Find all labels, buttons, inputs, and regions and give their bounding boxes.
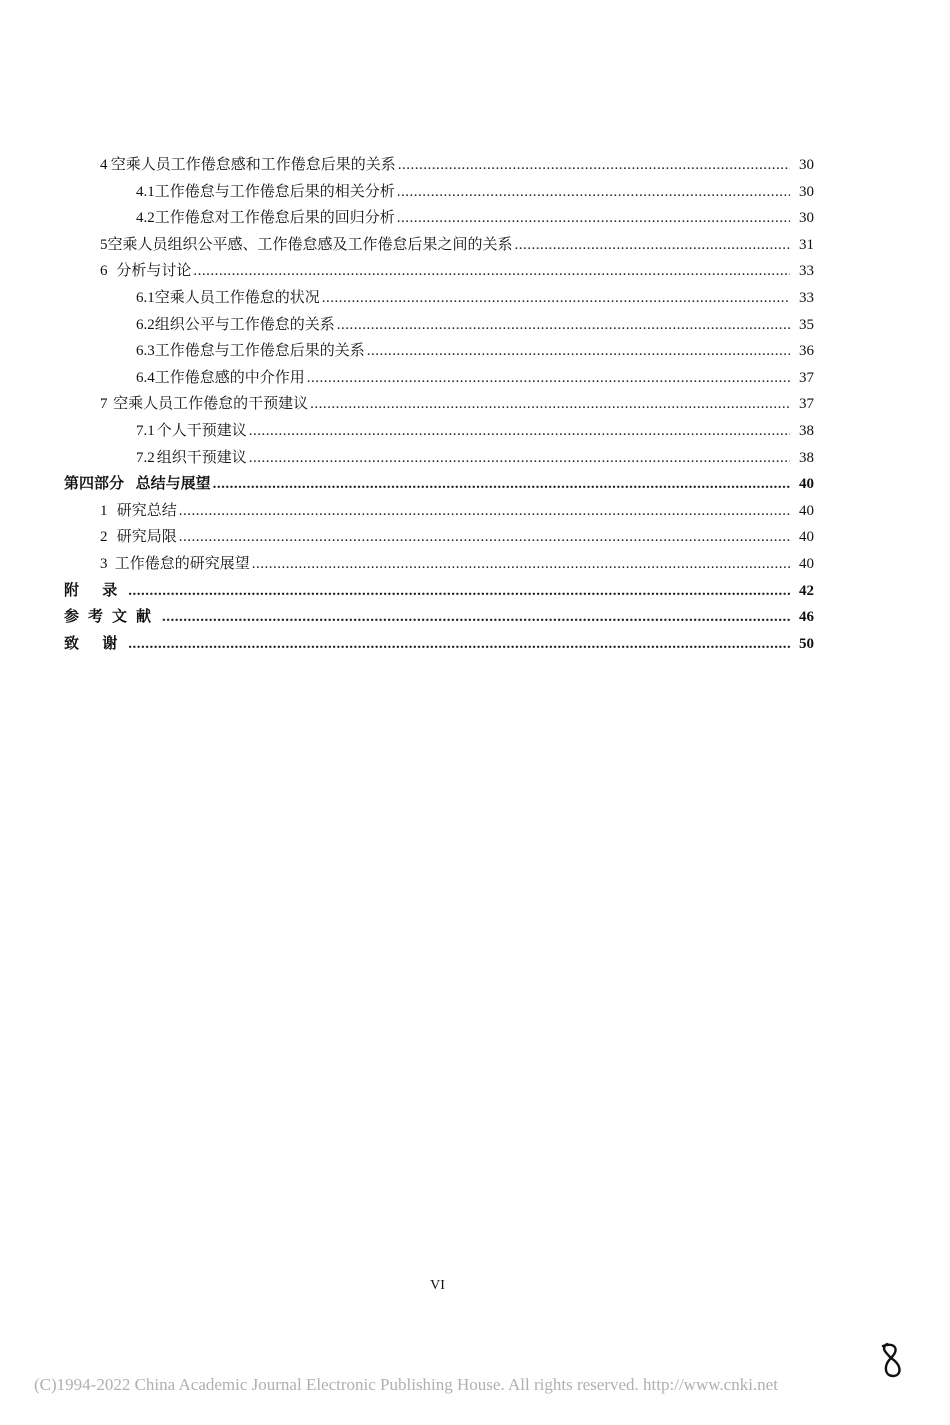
toc-page: 33 xyxy=(799,289,814,306)
toc-number: 1 xyxy=(100,502,108,519)
toc-number: 4 xyxy=(100,157,108,173)
toc-title: 工作倦怠与工作倦怠后果的关系 xyxy=(154,341,365,360)
toc-title: 空乘人员工作倦怠感和工作倦怠后果的关系 xyxy=(110,155,396,173)
toc-page: 30 xyxy=(799,183,814,200)
toc-page: 40 xyxy=(799,529,814,546)
toc-leader-dots xyxy=(397,179,790,206)
table-of-contents xyxy=(64,151,814,656)
handwritten-mark-icon xyxy=(877,1340,907,1380)
toc-leader-dots xyxy=(322,285,790,312)
toc-page: 31 xyxy=(799,236,814,253)
toc-title: 致 谢 xyxy=(64,633,127,652)
toc-leader-dots xyxy=(213,471,790,498)
toc-entry[interactable] xyxy=(64,497,814,524)
toc-page: 40 xyxy=(799,555,814,572)
toc-leader-dots xyxy=(337,312,790,339)
toc-title: 工作倦怠的研究展望 xyxy=(114,553,250,572)
toc-page: 35 xyxy=(799,316,814,333)
toc-title: 总结与展望 xyxy=(135,474,211,493)
toc-leader-dots xyxy=(398,152,790,179)
toc-entry[interactable] xyxy=(64,523,814,550)
toc-number: 7 xyxy=(100,396,108,413)
toc-leader-dots xyxy=(397,205,790,232)
toc-page: 36 xyxy=(799,343,814,360)
toc-title: 组织干预建议 xyxy=(156,447,247,466)
toc-leader-dots xyxy=(128,631,790,658)
toc-title: 研究总结 xyxy=(116,500,177,519)
toc-part-heading[interactable] xyxy=(64,470,814,497)
toc-entry[interactable] xyxy=(64,364,814,391)
toc-page: 40 xyxy=(799,476,814,493)
toc-leader-dots xyxy=(252,551,790,578)
toc-page: 46 xyxy=(799,609,814,626)
toc-page: 37 xyxy=(799,396,814,413)
copyright-footer: (C)1994-2022 China Academic Journal Electronic Publishing House. All rights reserved. http://www.cnki.net xyxy=(34,1375,778,1394)
toc-page: 30 xyxy=(799,210,814,227)
toc-title: 组织公平与工作倦怠的关系 xyxy=(154,314,335,333)
toc-number: 4.1 xyxy=(136,183,155,200)
toc-number: 7.2 xyxy=(136,449,155,466)
toc-title: 研究局限 xyxy=(116,527,177,546)
toc-entry[interactable] xyxy=(64,204,814,231)
toc-title: 工作倦怠对工作倦怠后果的回归分析 xyxy=(154,208,395,227)
toc-page: 38 xyxy=(799,449,814,466)
toc-entry[interactable] xyxy=(64,257,814,284)
toc-leader-dots xyxy=(162,604,790,631)
toc-number: 3 xyxy=(100,555,108,572)
toc-title: 个人干预建议 xyxy=(156,420,247,439)
toc-leader-dots xyxy=(128,578,790,605)
toc-entry[interactable] xyxy=(64,231,814,258)
toc-leader-dots xyxy=(515,232,790,259)
toc-entry[interactable] xyxy=(64,311,814,338)
toc-page: 50 xyxy=(799,635,814,652)
toc-page: 40 xyxy=(799,502,814,519)
toc-page: 37 xyxy=(799,369,814,386)
toc-number: 6 xyxy=(100,263,108,280)
toc-number: 7.1 xyxy=(136,422,155,439)
toc-leader-dots xyxy=(179,498,790,525)
toc-title: 工作倦怠与工作倦怠后果的相关分析 xyxy=(154,181,395,200)
toc-title: 工作倦怠感的中介作用 xyxy=(154,367,305,386)
toc-number: 6.4 xyxy=(136,369,155,386)
toc-part-label: 第四部分 xyxy=(64,476,125,493)
page-number: VI xyxy=(430,1278,445,1293)
toc-entry[interactable] xyxy=(64,178,814,205)
toc-entry[interactable] xyxy=(64,444,814,471)
toc-leader-dots xyxy=(249,445,790,472)
toc-references[interactable] xyxy=(64,603,814,630)
toc-appendix[interactable] xyxy=(64,577,814,604)
toc-leader-dots xyxy=(193,258,790,285)
toc-page: 42 xyxy=(799,582,814,599)
toc-acknowledgements[interactable] xyxy=(64,630,814,657)
toc-page: 30 xyxy=(799,157,814,173)
toc-entry[interactable] xyxy=(64,390,814,417)
toc-number: 2 xyxy=(100,529,108,546)
toc-leader-dots xyxy=(367,338,790,365)
toc-number: 6.1 xyxy=(136,289,155,306)
toc-number: 5 xyxy=(100,236,108,253)
toc-entry[interactable] xyxy=(64,284,814,311)
toc-title: 空乘人员组织公平感、工作倦怠感及工作倦怠后果之间的关系 xyxy=(107,234,513,253)
toc-title: 附 录 xyxy=(64,580,127,599)
toc-title: 空乘人员工作倦怠的干预建议 xyxy=(113,394,309,413)
toc-leader-dots xyxy=(179,524,790,551)
toc-leader-dots xyxy=(307,365,790,392)
toc-entry[interactable] xyxy=(64,417,814,444)
toc-number: 6.2 xyxy=(136,316,155,333)
toc-number: 6.3 xyxy=(136,343,155,360)
toc-title: 分析与讨论 xyxy=(116,261,192,280)
toc-leader-dots xyxy=(310,391,790,418)
toc-entry[interactable] xyxy=(64,337,814,364)
toc-title: 参考文献 xyxy=(64,607,161,626)
toc-leader-dots xyxy=(249,418,790,445)
toc-number: 4.2 xyxy=(136,210,155,227)
toc-page: 38 xyxy=(799,422,814,439)
toc-entry[interactable] xyxy=(64,151,814,178)
toc-page: 33 xyxy=(799,263,814,280)
toc-entry[interactable] xyxy=(64,550,814,577)
toc-title: 空乘人员工作倦怠的状况 xyxy=(154,287,320,306)
